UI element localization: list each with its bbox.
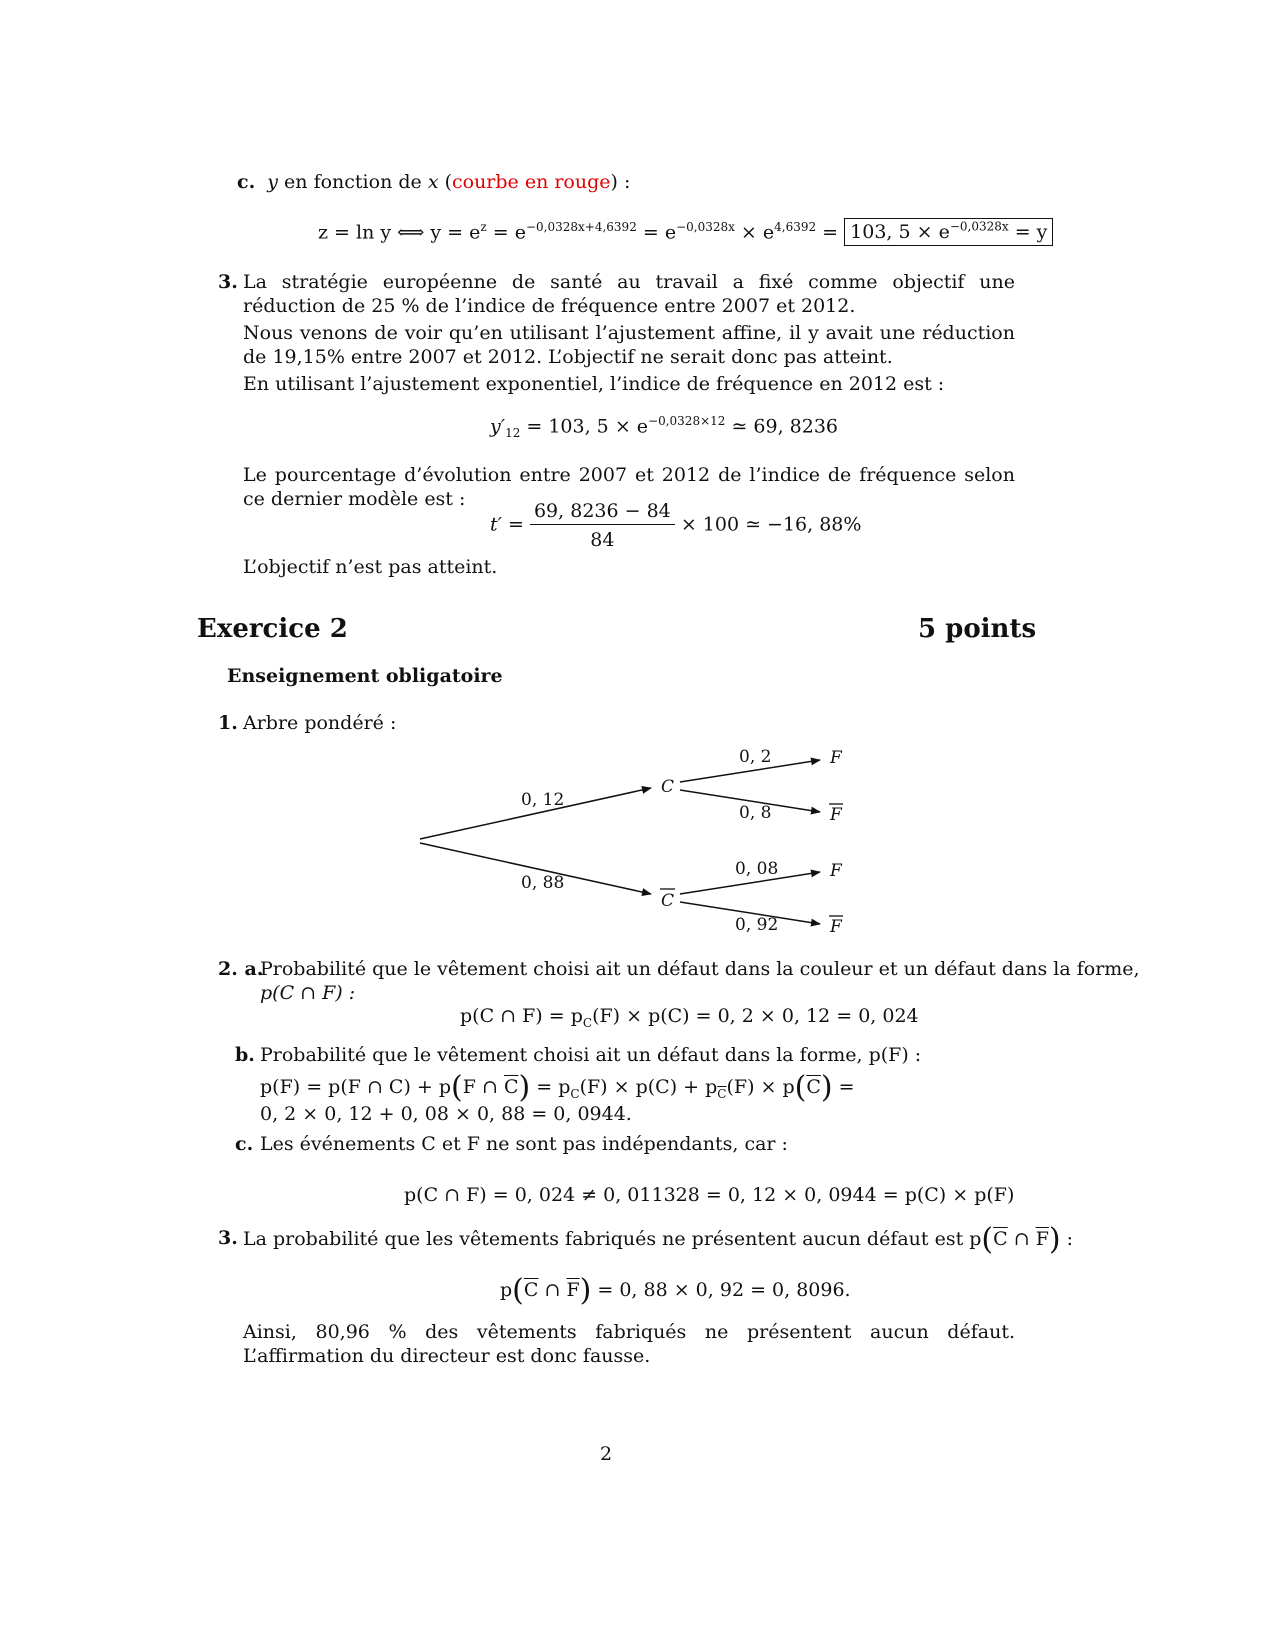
node-cbar: C xyxy=(661,891,675,911)
eq1-sub: 12 xyxy=(505,426,521,441)
q3b-eq-cap: ∩ xyxy=(538,1279,567,1301)
eq1-sup: −0,0328×12 xyxy=(648,414,726,428)
leaf-fbar-1: F xyxy=(830,805,842,825)
paren-left-2: ( xyxy=(794,1070,807,1105)
leaf-fbar-2: F xyxy=(830,917,842,937)
eq1-lhs: y′ xyxy=(490,415,506,438)
q2c-label: c. xyxy=(235,1133,254,1155)
node-c: C xyxy=(661,777,675,797)
eq-sup-z: z xyxy=(480,220,487,234)
paren-left-4: ( xyxy=(512,1273,524,1308)
q3b-label: 3. xyxy=(218,1227,238,1249)
fraction xyxy=(530,500,675,551)
q2a-eq-a: p(C ∩ F) = p xyxy=(460,1005,583,1027)
eq-left: z = ln y ⟺ y = e xyxy=(318,221,481,244)
exercise-points: 5 points xyxy=(918,614,1037,644)
label-c-f: 0, 2 xyxy=(739,747,772,767)
q3b-cbar: $\overline{C}$ xyxy=(993,1228,1008,1250)
var-x: x xyxy=(427,171,439,193)
part-c-line xyxy=(237,171,630,193)
q2a-eq-sub: C xyxy=(582,1015,593,1030)
eq-mid4: = xyxy=(816,221,839,244)
boxed-a: 103, 5 × e xyxy=(850,221,950,244)
fraction-denominator: 84 xyxy=(590,529,615,551)
eq-mid2: = e xyxy=(636,221,677,244)
boxed-sup: −0,0328x xyxy=(949,220,1009,234)
q2b-line-2: 0, 2 × 0, 12 + 0, 08 × 0, 88 = 0, 0944. xyxy=(260,1103,632,1125)
q3b-fbar: $\overline{F}$ xyxy=(1035,1228,1049,1250)
fraction-numerator: 69, 8236 − 84 xyxy=(530,500,675,525)
paren-left-3: ( xyxy=(981,1222,994,1257)
q1-text: Arbre pondéré : xyxy=(243,712,397,734)
q3-paragraph-5: L’objectif n’est pas atteint. xyxy=(243,556,498,578)
equation-y12 xyxy=(490,414,838,440)
q2b-l1-cbar2: $\overline{C}$ xyxy=(806,1076,821,1098)
eq1-rhs: ≃ 69, 8236 xyxy=(725,415,839,438)
q2b-l1-sub2: C xyxy=(717,1086,727,1101)
q2b-text: Probabilité que le vêtement choisi ait un défaut dans la forme, p(F) : xyxy=(260,1044,922,1066)
part-c-label: c. xyxy=(237,171,256,193)
q3b-eq-p: p xyxy=(500,1279,513,1301)
q2b-l1-e: (F) × p xyxy=(726,1076,795,1098)
intro-text: en fonction de xyxy=(278,171,428,193)
probability-tree xyxy=(0,730,1275,980)
q3b-text xyxy=(243,1222,1073,1257)
q2b-label: b. xyxy=(235,1044,255,1066)
paren-left: ( xyxy=(451,1070,463,1105)
paren-right: ) xyxy=(518,1070,531,1105)
eq-sup-2: −0,0328x xyxy=(676,220,735,234)
q2b-line-1 xyxy=(260,1070,855,1105)
eq2-rhs: × 100 ≃ −16, 88% xyxy=(680,513,862,536)
q3b-eq-rest: = 0, 88 × 0, 92 = 0, 8096. xyxy=(591,1279,851,1301)
eq1-mid: = 103, 5 × e xyxy=(520,415,649,438)
q2a-text-2 xyxy=(260,982,355,1004)
leaf-f-2: F xyxy=(830,861,842,881)
exercise-subtitle: Enseignement obligatoire xyxy=(227,665,503,687)
paren-right-2: ) xyxy=(820,1070,833,1105)
label-cbar-fbar: 0, 92 xyxy=(735,915,779,935)
paren-open: ( xyxy=(438,171,452,193)
q2a-eq-rest: (F) × p(C) = 0, 2 × 0, 12 = 0, 024 xyxy=(592,1005,919,1027)
boxed-b: = y xyxy=(1008,221,1048,244)
eq-mid1: = e xyxy=(486,221,526,244)
q2c-equation: p(C ∩ F) = 0, 024 ≠ 0, 011328 = 0, 12 × 0, 0944 = p(C) × p(F) xyxy=(404,1184,1015,1206)
q3b-end: : xyxy=(1060,1228,1074,1250)
q3-paragraph-2: Nous venons de voir qu’en utilisant l’ajustement affine, il y avait une réduction de 19,15% entre 2007 et 2012. L’objectif ne serait donc pas atteint. xyxy=(243,322,1015,368)
q3b-conclusion: Ainsi, 80,96 % des vêtements fabriqués ne présentent aucun défaut. L’affirmation du directeur est donc fausse. xyxy=(243,1321,1015,1367)
q3b-equation xyxy=(500,1273,851,1308)
leaf-f-1: F xyxy=(830,748,842,768)
q3b-eq-fbar: $\overline{F}$ xyxy=(566,1279,580,1301)
paren-right-3: ) xyxy=(1048,1222,1061,1257)
equation-t-prime xyxy=(490,500,861,551)
q2b-l1-b: F ∩ xyxy=(462,1076,504,1098)
q3-paragraph-4: Le pourcentage d’évolution entre 2007 et 2012 de l’indice de fréquence selon ce dernier modèle est : xyxy=(243,464,1015,510)
q2b-l1-sub: C xyxy=(570,1086,580,1101)
eq-mid3: × e xyxy=(734,221,775,244)
q3b-cap: ∩ xyxy=(1007,1228,1036,1250)
label-root-c: 0, 12 xyxy=(521,790,565,810)
label-c-fbar: 0, 8 xyxy=(739,803,772,823)
paren-close: ) : xyxy=(610,171,631,193)
q2a-text: Probabilité que le vêtement choisi ait un défaut dans la couleur et un défaut dans la forme, xyxy=(260,958,1140,980)
q2a-text2: p(C ∩ F) : xyxy=(260,982,356,1004)
q2b-l1-cbar: $\overline{C}$ xyxy=(503,1076,519,1098)
q2c-text: Les événements C et F ne sont pas indépendants, car : xyxy=(260,1133,788,1155)
page-number: 2 xyxy=(600,1443,613,1465)
q3b-eq-cbar: $\overline{C}$ xyxy=(523,1279,539,1301)
paren-right-4: ) xyxy=(579,1273,592,1308)
equation-z-to-y xyxy=(318,220,1053,243)
label-cbar-f: 0, 08 xyxy=(735,859,779,879)
q2b-l1-a: p(F) = p(F ∩ C) + p xyxy=(260,1076,452,1098)
red-curve-label: courbe en rouge xyxy=(451,171,611,193)
label-root-cbar: 0, 88 xyxy=(521,873,565,893)
q2b-l1-d: (F) × p(C) + p xyxy=(579,1076,718,1098)
q3-paragraph-1: La stratégie européenne de santé au travail a fixé comme objectif une réduction de 25 % de l’indice de fréquence entre 2007 et 2012. xyxy=(243,271,1015,317)
q2a-equation xyxy=(460,1005,919,1030)
eq-sup-1: −0,0328x+4,6392 xyxy=(525,220,637,234)
exercise-title: Exercice 2 xyxy=(197,614,348,644)
q2a-label: 2. a. xyxy=(218,958,264,980)
eq2-lhs: t′ = xyxy=(490,513,524,536)
q3-label: 3. xyxy=(218,271,238,293)
q2b-l1-c: = p xyxy=(530,1076,571,1098)
var-y: y xyxy=(267,171,279,193)
eq-sup-3: 4,6392 xyxy=(774,220,817,234)
q2b-l1-f: = xyxy=(832,1076,855,1098)
q3-paragraph-3: En utilisant l’ajustement exponentiel, l’indice de fréquence en 2012 est : xyxy=(243,373,945,395)
q3b-text-a: La probabilité que les vêtements fabriqués ne présentent aucun défaut est p xyxy=(243,1228,982,1250)
boxed-result xyxy=(844,218,1053,246)
q1-label: 1. xyxy=(218,712,238,734)
